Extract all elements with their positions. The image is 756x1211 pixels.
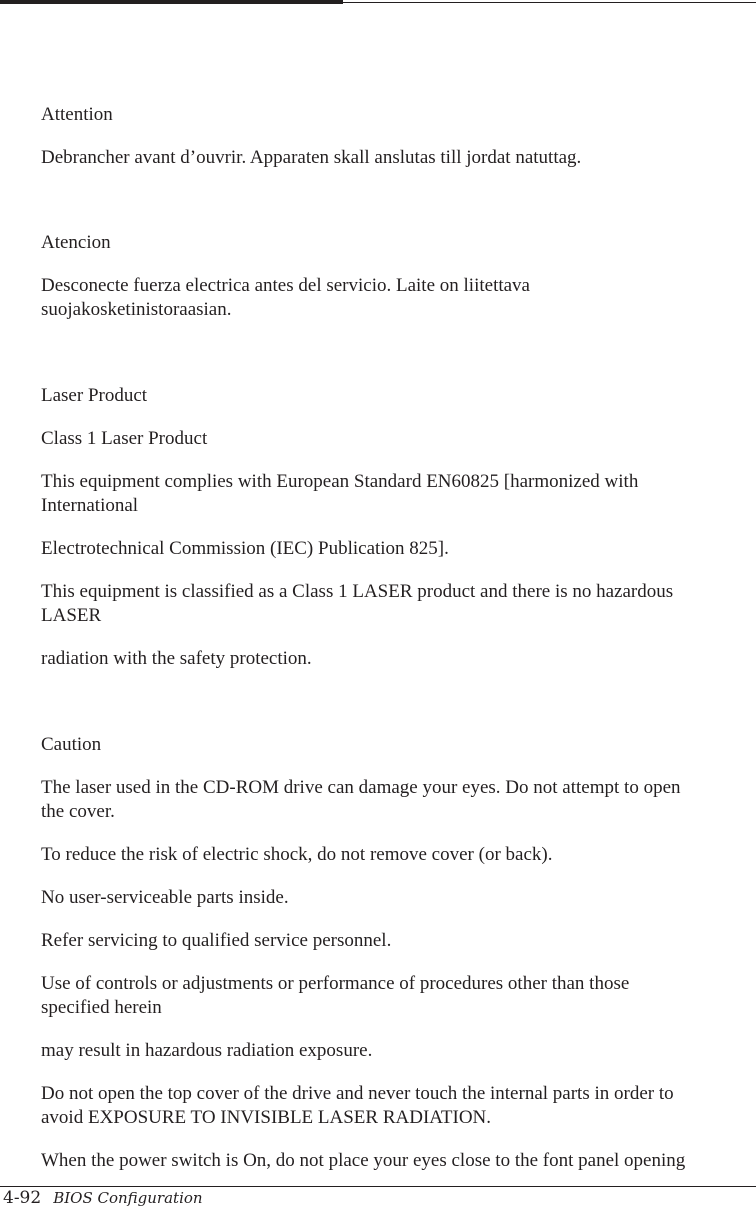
paragraph-caution-no-parts: No user-serviceable parts inside. — [41, 887, 289, 908]
paragraph-atencion-1-line1: Desconecte fuerza electrica antes del servicio. Laite on liitettava — [41, 275, 530, 296]
paragraph-caution-eyes-line1: The laser used in the CD-ROM drive can damage your eyes. Do not attempt to open — [41, 777, 681, 798]
paragraph-laser-class: Class 1 Laser Product — [41, 428, 208, 449]
paragraph-caution-exposure: may result in hazardous radiation exposure. — [41, 1040, 373, 1061]
header-rule-thick — [0, 0, 343, 4]
heading-attention: Attention — [41, 104, 113, 125]
section-name: BIOS Configuration — [53, 1189, 203, 1207]
paragraph-laser-standard-line1: This equipment complies with European Standard EN60825 [harmonized with — [41, 471, 639, 492]
header-rule-thin — [343, 2, 756, 3]
footer-rule — [0, 1186, 756, 1187]
paragraph-caution-refer: Refer servicing to qualified service personnel. — [41, 930, 392, 951]
paragraph-caution-top-cover-line2: avoid EXPOSURE TO INVISIBLE LASER RADIATION. — [41, 1107, 492, 1128]
paragraph-attention-1: Debrancher avant d’ouvrir. Apparaten skall anslutas till jordat natuttag. — [41, 147, 582, 168]
paragraph-caution-top-cover-line1: Do not open the top cover of the drive and never touch the internal parts in order to — [41, 1083, 674, 1104]
paragraph-caution-controls-line1: Use of controls or adjustments or performance of procedures other than those — [41, 973, 630, 994]
paragraph-caution-shock: To reduce the risk of electric shock, do not remove cover (or back). — [41, 844, 553, 865]
paragraph-atencion-1-line2: suojakosketinistoraasian. — [41, 299, 232, 320]
paragraph-laser-classified-line1: This equipment is classified as a Class 1 LASER product and there is no hazardous — [41, 581, 674, 602]
heading-laser-product: Laser Product — [41, 385, 148, 406]
paragraph-caution-controls-line2: specified herein — [41, 997, 162, 1018]
paragraph-laser-iec: Electrotechnical Commission (IEC) Publication 825]. — [41, 538, 449, 559]
heading-caution: Caution — [41, 734, 102, 755]
paragraph-laser-standard-line2: International — [41, 495, 139, 516]
page-number: 4-92 — [3, 1188, 42, 1208]
page-footer — [3, 1188, 203, 1210]
paragraph-laser-radiation: radiation with the safety protection. — [41, 648, 312, 669]
paragraph-caution-power-switch: When the power switch is On, do not place your eyes close to the font panel opening — [41, 1150, 686, 1171]
paragraph-caution-eyes-line2: the cover. — [41, 801, 115, 822]
paragraph-laser-classified-line2: LASER — [41, 605, 102, 626]
heading-atencion: Atencion — [41, 232, 111, 253]
